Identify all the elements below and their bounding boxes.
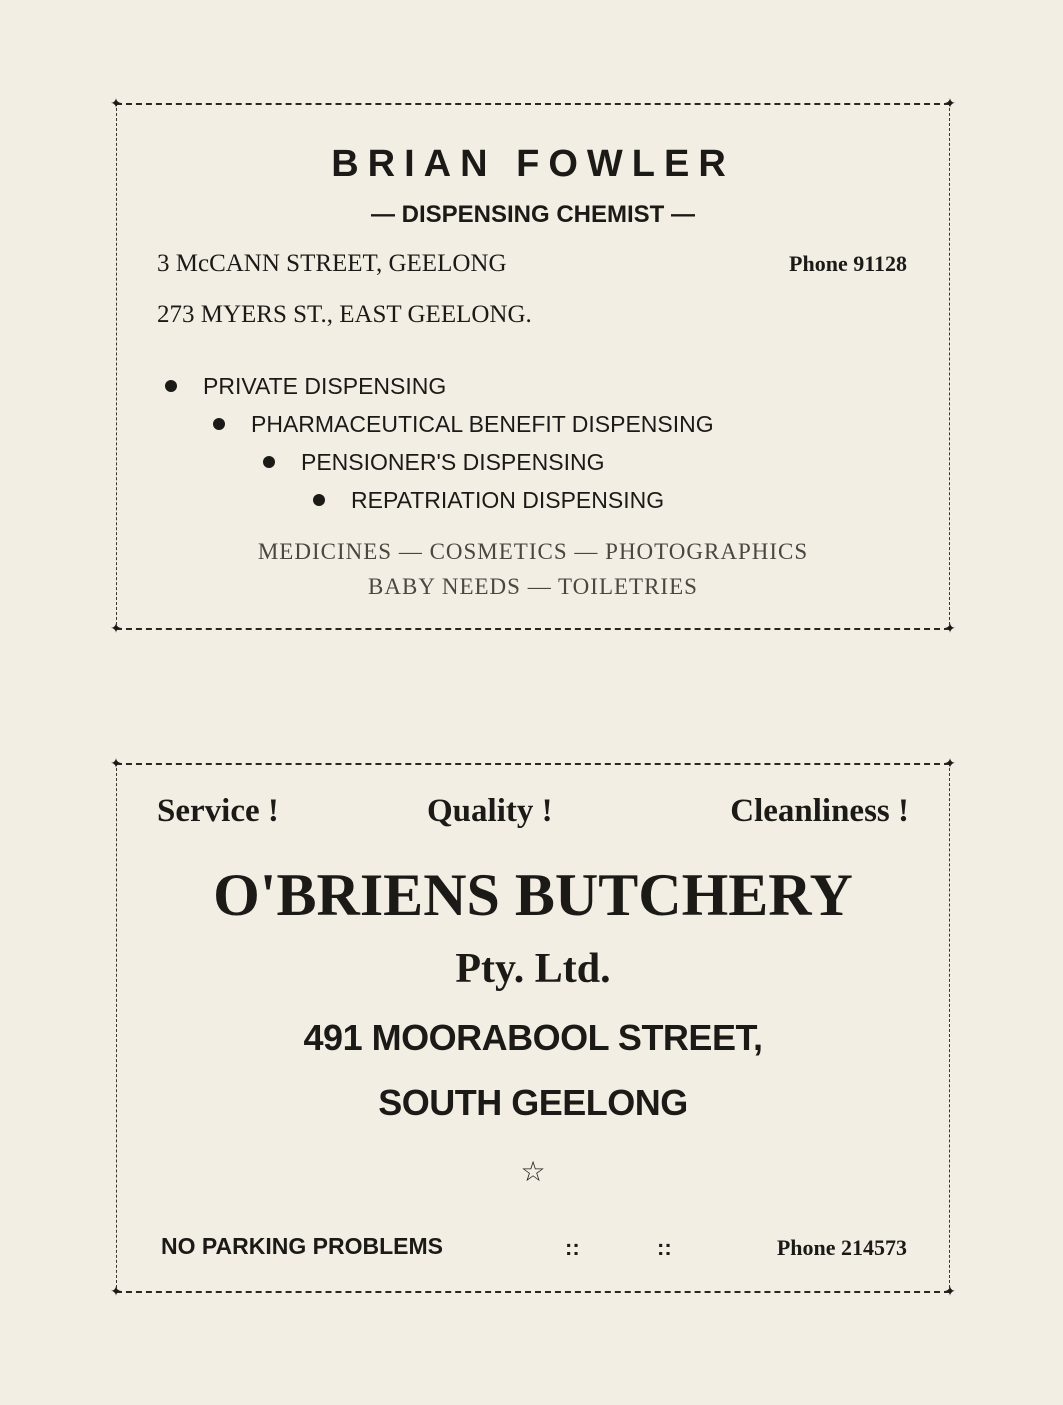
chemist-advertisement (110, 96, 956, 637)
products-line-1: MEDICINES — COSMETICS — PHOTOGRAPHICS (257, 539, 809, 564)
tagline-quality: Quality ! (427, 793, 553, 829)
corner-ornament-icon: ✦ (944, 1284, 956, 1300)
business-name: BRIAN FOWLER (331, 143, 735, 185)
corner-ornament-icon: ✦ (944, 621, 956, 637)
bullet-icon (213, 418, 225, 430)
corner-ornament-icon: ✦ (110, 621, 122, 637)
service-label: PHARMACEUTICAL BENEFIT DISPENSING (251, 411, 714, 437)
phone-number: Phone 91128 (789, 251, 907, 276)
corner-ornament-icon: ✦ (944, 756, 956, 772)
butchery-advertisement (110, 756, 956, 1300)
bullet-icon (313, 494, 325, 506)
star-icon: ☆ (520, 1155, 546, 1188)
bullet-icon (263, 456, 275, 468)
bullet-icon (165, 380, 177, 392)
corner-ornament-icon: ✦ (110, 756, 122, 772)
service-label: PENSIONER'S DISPENSING (301, 449, 605, 475)
address-line-2: 273 MYERS ST., EAST GEELONG. (157, 301, 532, 328)
corner-ornament-icon: ✦ (944, 96, 956, 112)
service-item (213, 411, 714, 438)
phone-number: Phone 214573 (776, 1235, 907, 1260)
corner-ornament-icon: ✦ (110, 96, 122, 112)
address-line-1: 3 McCANN STREET, GEELONG (157, 250, 507, 277)
address-line-1: 491 MOORABOOL STREET, (303, 1017, 763, 1058)
separator: :: (657, 1235, 672, 1260)
company-suffix: Pty. Ltd. (455, 946, 611, 992)
business-subtitle: — DISPENSING CHEMIST — (370, 201, 696, 228)
tagline-cleanliness: Cleanliness ! (730, 793, 909, 829)
business-name: O'BRIENS BUTCHERY (213, 862, 853, 928)
service-item (263, 449, 604, 476)
separator: :: (565, 1235, 580, 1260)
service-item (165, 373, 446, 400)
corner-ornament-icon: ✦ (110, 1284, 122, 1300)
footer-text: NO PARKING PROBLEMS (161, 1233, 443, 1259)
tagline-service: Service ! (157, 793, 279, 829)
service-item (313, 487, 664, 514)
products-line-2: BABY NEEDS — TOILETRIES (368, 574, 698, 599)
service-label: REPATRIATION DISPENSING (351, 487, 665, 513)
service-label: PRIVATE DISPENSING (203, 373, 447, 399)
address-line-2: SOUTH GEELONG (378, 1082, 688, 1123)
